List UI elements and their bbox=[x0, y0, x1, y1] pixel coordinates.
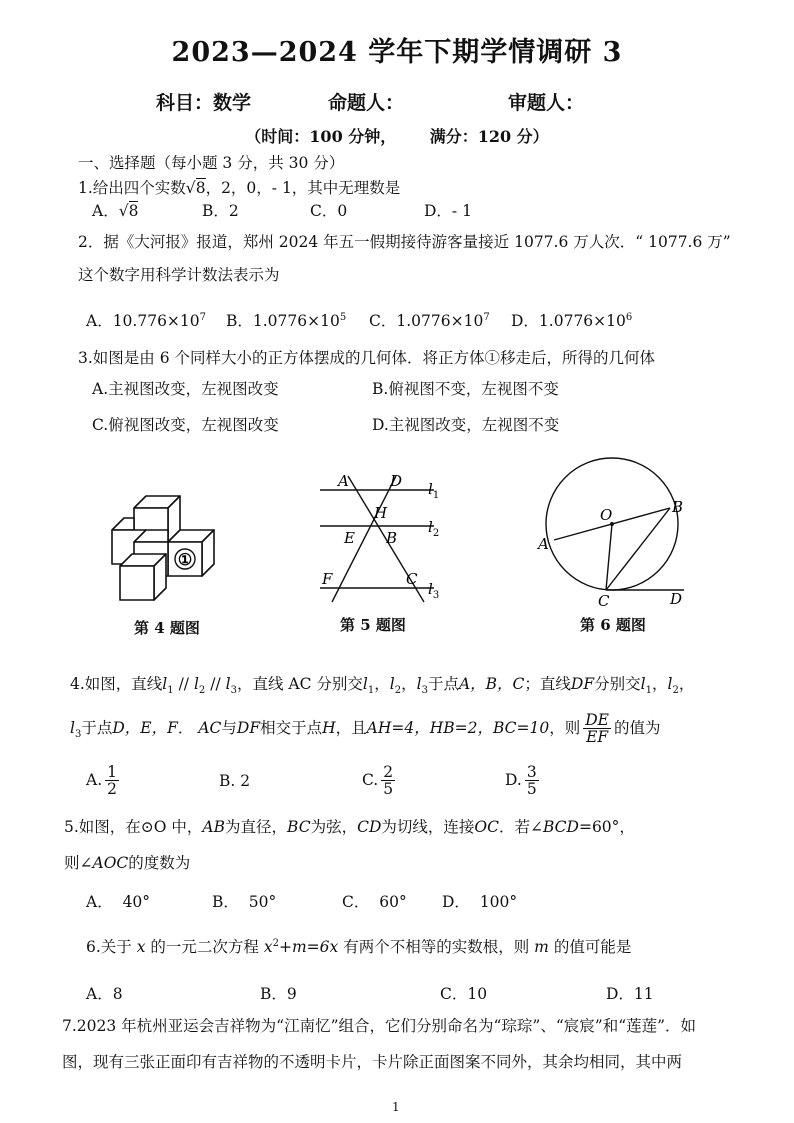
author-label: 命题人： bbox=[328, 92, 405, 114]
df: DF bbox=[236, 718, 261, 737]
q5-text: ．若∠ bbox=[498, 818, 543, 836]
time-info: （时间：100 分钟， bbox=[245, 127, 397, 146]
cube-left-top bbox=[112, 518, 134, 530]
q2-option-b bbox=[226, 309, 346, 331]
label: D. bbox=[505, 770, 522, 789]
q2-option-a-base: A．10.776×10 bbox=[86, 312, 200, 330]
q5-line1 bbox=[64, 815, 635, 837]
page-number: 1 bbox=[392, 1100, 400, 1114]
q5-text: 5.如图，在⊙O 中， bbox=[64, 818, 203, 836]
figure-6-caption: 第 6 题图 bbox=[580, 616, 646, 634]
radius-OC bbox=[606, 524, 612, 590]
q4-text: 于点 bbox=[81, 718, 113, 737]
bc: BC bbox=[287, 818, 311, 836]
q2-option-c-base: C．1.0776×10 bbox=[369, 312, 484, 330]
parallel: // bbox=[173, 675, 194, 693]
label-A: A bbox=[538, 535, 549, 553]
q2-option-d-base: D．1.0776×10 bbox=[511, 312, 626, 330]
label: A. bbox=[86, 770, 103, 789]
sep: ， bbox=[651, 675, 668, 693]
den: 5 bbox=[526, 780, 537, 799]
eq-exp: 2 bbox=[272, 937, 279, 949]
q1-option-b: B．2 bbox=[202, 202, 239, 220]
chord-BC bbox=[606, 508, 670, 590]
sub: 2 bbox=[394, 685, 402, 697]
value: 100° bbox=[479, 893, 518, 911]
q2-option-b-base: B．1.0776×10 bbox=[226, 312, 340, 330]
value: 60° bbox=[379, 893, 407, 911]
label-l1: $l_1$ bbox=[428, 480, 440, 501]
sep: ， bbox=[678, 675, 695, 693]
sub: 3 bbox=[421, 685, 428, 697]
q4-option-d bbox=[505, 764, 542, 798]
q6-text: 的一元二次方程 bbox=[150, 938, 259, 956]
q2-option-b-exp: 5 bbox=[339, 311, 347, 323]
q6-option-a: A．8 bbox=[86, 985, 123, 1003]
figure-4-caption: 第 4 题图 bbox=[134, 619, 200, 637]
aoc: AOC bbox=[92, 854, 129, 872]
sub: 1 bbox=[645, 685, 652, 697]
num: 2 bbox=[383, 763, 394, 781]
q6-option-d: D．11 bbox=[606, 985, 654, 1003]
q4-option-c bbox=[362, 764, 398, 798]
label-F: F bbox=[322, 570, 333, 588]
q4-option-a bbox=[86, 764, 122, 798]
num: 1 bbox=[107, 763, 117, 781]
q2-line2: 这个数字用科学计数法表示为 bbox=[78, 266, 280, 284]
q5-text: 为直径， bbox=[225, 818, 288, 836]
h: H bbox=[322, 718, 336, 737]
q3-stem: 3.如图是由 6 个同样大小的正方体摆成的几何体．将正方体①移走后，所得的几何体 bbox=[78, 349, 656, 367]
l: l bbox=[193, 675, 199, 693]
q6-option-b: B．9 bbox=[260, 985, 297, 1003]
l: l bbox=[389, 675, 395, 693]
q4-line1 bbox=[70, 672, 694, 696]
time-score-info bbox=[0, 124, 794, 147]
l: l bbox=[416, 675, 422, 693]
q5-option-d bbox=[442, 890, 517, 912]
q2-option-d-exp: 6 bbox=[625, 311, 633, 323]
points-abc: A，B，C bbox=[458, 675, 525, 693]
sub: 1 bbox=[167, 685, 174, 697]
q1-sqrt-arg: 8 bbox=[195, 179, 206, 197]
l: l bbox=[362, 675, 368, 693]
sep: ， bbox=[401, 675, 417, 693]
q6-option-c: C．10 bbox=[440, 985, 488, 1003]
label-B: B bbox=[386, 529, 398, 547]
sqrt-symbol: √ bbox=[118, 202, 129, 220]
label-C: C bbox=[406, 570, 418, 588]
q3-option-d: D.主视图改变，左视图不变 bbox=[372, 416, 560, 434]
label: D． bbox=[442, 893, 470, 911]
q2-option-c-exp: 7 bbox=[483, 311, 490, 323]
q5-text: 的度数为 bbox=[128, 854, 191, 872]
label-D: D bbox=[670, 590, 683, 608]
q1-option-a-label: A． bbox=[92, 202, 119, 220]
x: x bbox=[136, 938, 146, 956]
q1-stem bbox=[78, 176, 400, 198]
l: l bbox=[667, 675, 673, 693]
sub: 2 bbox=[198, 685, 206, 697]
frac-num: DE bbox=[585, 711, 609, 729]
q7-line2: 图，现有三张正面印有吉祥物的不透明卡片，卡片除正面图案不同外，其余均相同，其中两 bbox=[62, 1053, 683, 1071]
q2-line1: 2．据《大河报》报道，郑州 2024 年五一假期接待游客量接近 1077.6 万人次．“ 1077.6 万” bbox=[78, 233, 731, 251]
q4-text: ． bbox=[177, 718, 194, 737]
l: l bbox=[70, 718, 75, 737]
figure-6-circle bbox=[534, 454, 694, 608]
q1-option-a bbox=[92, 199, 138, 221]
label-O: O bbox=[600, 506, 613, 524]
q4-text: 与 bbox=[221, 718, 237, 737]
sub: 1 bbox=[367, 685, 375, 697]
figure-5-lines bbox=[316, 466, 456, 612]
score-info: 满分：120 分） bbox=[429, 127, 549, 146]
label: C． bbox=[342, 893, 370, 911]
label-C: C bbox=[598, 592, 610, 608]
q5-option-a bbox=[86, 890, 150, 912]
q5-text: 为弦， bbox=[310, 818, 358, 836]
q4-text: 的值为 bbox=[613, 718, 661, 737]
den: 5 bbox=[383, 780, 394, 799]
q4-text: 分别交 bbox=[594, 675, 641, 693]
q5-text: =60°， bbox=[578, 818, 635, 836]
q2-option-d bbox=[511, 309, 632, 331]
points-def: D，E，F bbox=[112, 718, 178, 737]
parallel: // bbox=[205, 675, 226, 693]
q6-text: 6.关于 bbox=[86, 938, 132, 956]
num: 3 bbox=[526, 763, 537, 781]
q4-text: ；直线 bbox=[524, 675, 571, 693]
figure-4-cubes bbox=[104, 488, 236, 604]
q1-stem-a: 1.给出四个实数 bbox=[78, 179, 186, 197]
sep: ， bbox=[374, 675, 390, 693]
cube-mark: ① bbox=[177, 550, 193, 569]
q1-stem-b: ，2，0，- 1，其中无理数是 bbox=[205, 179, 401, 197]
df: DF bbox=[570, 675, 595, 693]
q5-text: 为切线，连接 bbox=[381, 818, 475, 836]
ab: AB bbox=[202, 818, 226, 836]
page-title: 2023—2024 学年下期学情调研 3 bbox=[171, 37, 623, 68]
q5-line2 bbox=[64, 851, 190, 873]
q2-option-a bbox=[86, 309, 206, 331]
frac bbox=[381, 764, 395, 798]
label-l3: $l_3$ bbox=[428, 580, 440, 601]
reviewer-label: 审题人： bbox=[508, 92, 585, 114]
q3-option-c: C.俯视图改变，左视图改变 bbox=[92, 416, 279, 434]
value: 50° bbox=[248, 893, 277, 911]
m: m bbox=[534, 938, 549, 956]
l: l bbox=[225, 675, 231, 693]
q5-option-b bbox=[212, 890, 276, 912]
cube-front-front bbox=[120, 566, 154, 600]
q2-option-a-exp: 7 bbox=[199, 311, 207, 323]
q1-option-d: D．- 1 bbox=[424, 202, 472, 220]
fraction-de-ef bbox=[583, 712, 611, 746]
frac bbox=[105, 764, 119, 798]
q1-option-c: C．0 bbox=[310, 202, 348, 220]
label: A． bbox=[86, 893, 113, 911]
frac-den: EF bbox=[586, 728, 609, 747]
sqrt-symbol: √ bbox=[185, 179, 196, 197]
q3-option-b: B.俯视图不变，左视图不变 bbox=[372, 380, 559, 398]
q5-option-c bbox=[342, 890, 407, 912]
l: l bbox=[162, 675, 168, 693]
q4-text: 相交于点 bbox=[260, 718, 323, 737]
label-B: B bbox=[672, 498, 684, 516]
q6-text: 有两个不相等的实数根，则 bbox=[343, 938, 530, 956]
q6-stem bbox=[86, 935, 631, 957]
label-l2: $l_2$ bbox=[428, 518, 440, 539]
figure-5-caption: 第 5 题图 bbox=[340, 616, 406, 634]
oc: OC bbox=[474, 818, 499, 836]
q4-text: ，则 bbox=[549, 718, 581, 737]
q3-option-a: A.主视图改变，左视图改变 bbox=[92, 380, 279, 398]
label: B． bbox=[212, 893, 239, 911]
cd: CD bbox=[357, 818, 382, 836]
label: C. bbox=[362, 770, 379, 789]
eq-rest: +m=6x bbox=[279, 938, 339, 956]
q7-line1: 7.2023 年杭州亚运会吉祥物为“江南忆”组合，它们分别命名为“琮琮”、“宸宸”和“莲莲”．如 bbox=[62, 1017, 697, 1035]
q6-text: 的值可能是 bbox=[553, 938, 632, 956]
q4-line2 bbox=[70, 712, 661, 746]
q4-option-b: B. 2 bbox=[219, 772, 251, 790]
q5-text: 则∠ bbox=[64, 854, 93, 872]
label-A: A bbox=[338, 472, 349, 490]
label-H: H bbox=[374, 504, 388, 522]
den: 2 bbox=[107, 780, 117, 799]
condition: AH=4，HB=2，BC=10 bbox=[366, 718, 550, 737]
q4-text: 于点 bbox=[427, 675, 459, 693]
ac: AC bbox=[198, 718, 222, 737]
q4-text: ，直线 AC 分别交 bbox=[236, 675, 363, 693]
q2-option-c bbox=[369, 309, 490, 331]
l: l bbox=[640, 675, 646, 693]
q4-text: 4.如图，直线 bbox=[70, 675, 163, 693]
section-heading: 一、选择题（每小题 3 分，共 30 分） bbox=[78, 154, 345, 172]
value: 40° bbox=[122, 893, 151, 911]
bcd: BCD bbox=[542, 818, 579, 836]
label-E: E bbox=[344, 529, 355, 547]
sub: 2 bbox=[672, 685, 679, 697]
label-D: D bbox=[390, 472, 403, 490]
q4-text: ，且 bbox=[335, 718, 367, 737]
frac bbox=[525, 764, 539, 798]
sub: 3 bbox=[74, 728, 82, 740]
q1-option-a-arg: 8 bbox=[128, 202, 139, 220]
sub: 3 bbox=[230, 685, 237, 697]
eq-x: x bbox=[263, 938, 273, 956]
subject-label: 科目：数学 bbox=[156, 92, 252, 114]
